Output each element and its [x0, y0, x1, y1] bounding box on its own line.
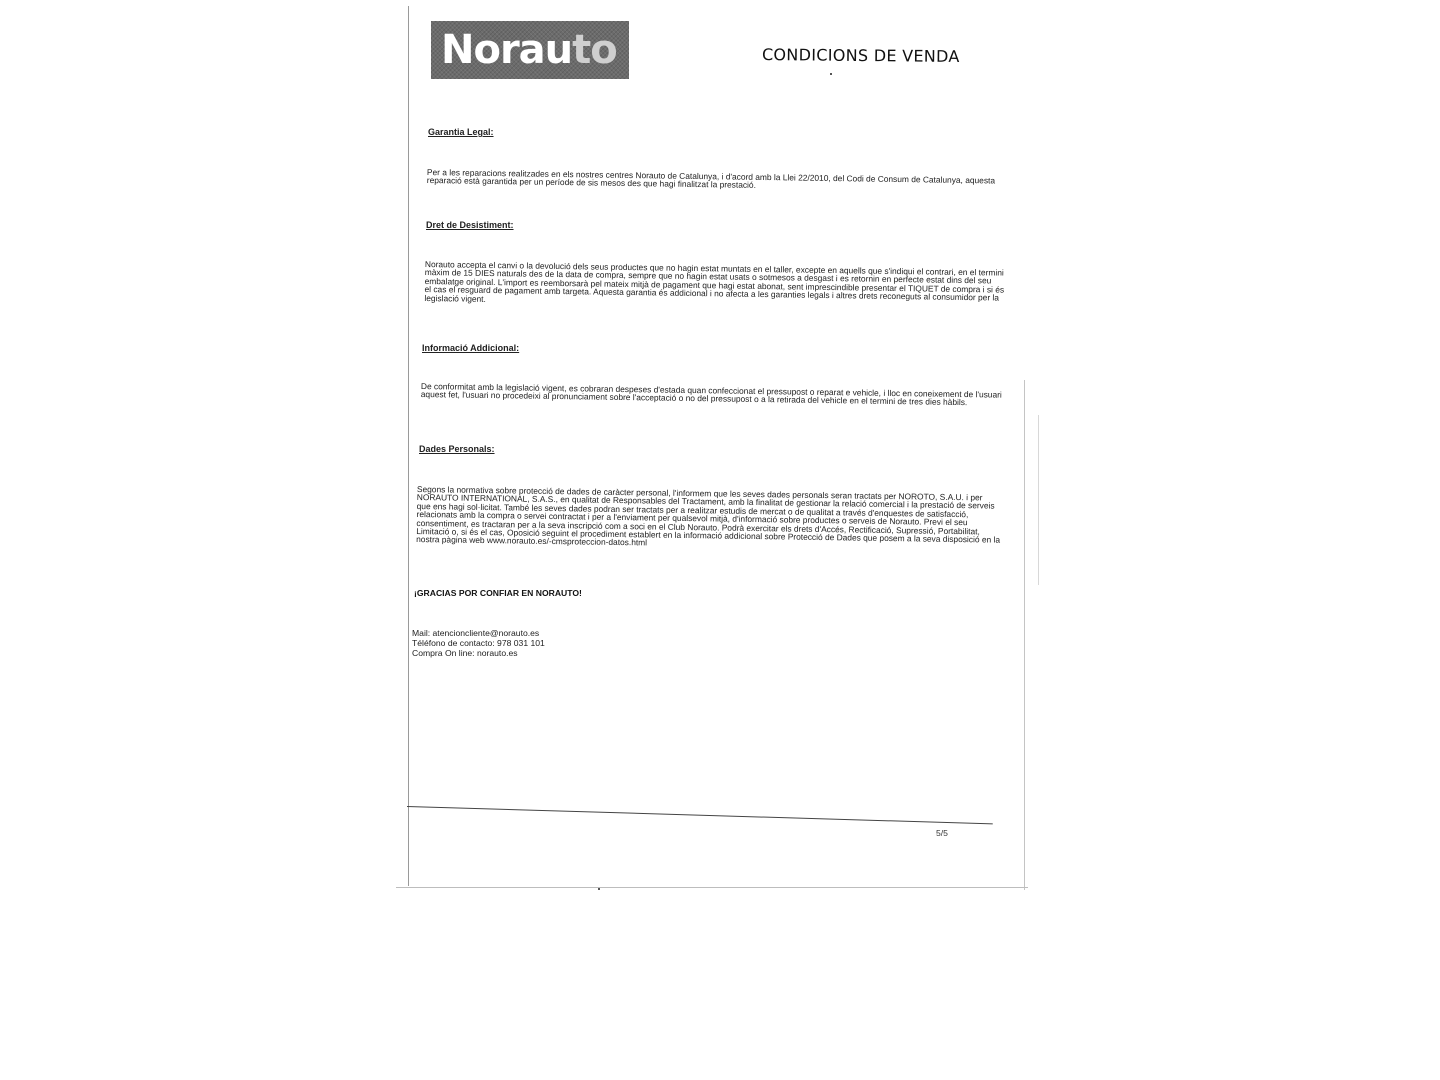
page-number: 5/5: [936, 828, 948, 838]
heading-dret-desistiment: Dret de Desistiment:: [426, 220, 514, 230]
paragraph-dades-personals: Segons la normativa sobre protecció de dades de caràcter personal, l'informem que les seves dades personals seran tractats per NOROTO, S.A.U. i per NORAUTO INTERNATIONAL, S.A.S., en qualitat de Responsables del Tractament, amb la finalitat de gestionar la relació comercial i la prestació de serveis que ens hagi sol·licitat. També les seves dades podran ser tractats per a realitzar estudis de mercat o de qualitat a través d'enquestes de satisfacció, relacionats amb la compra o servei contractat i per a l'enviament per qualsevol mitjà, d'informació sobre productes o serveis de Norauto. Previ el seu consentiment, es tractaran per a la seva inscripció com a soci en el Club Norauto. Podrà exercitar els drets d'Accés, Rectificació, Supressió, Portabilitat, Limitació o, si és el cas, Oposició seguint el procediment establert en la informació addicional sobre Protecció de Dades que posem a la seva disposició en la nostra pàgina web www.norauto.es/-cmsproteccion-datos.html: [416, 484, 1001, 548]
paragraph-informacio-addicional: De conformitat amb la legislació vigent, es cobraran despeses d'estada quan confeccionat el pressupost o reparat e vehicle, i lloc en coneixement de l'usuari aquest fet, l'usuari no procedeixi al pronunciament sobre l'acceptació o no del pressupost o a la retirada del vehicle en el termini de tres dies hàbils.: [420, 381, 1002, 408]
paragraph-dret-desistiment: Norauto accepta el canvi o la devolució dels seus productes que no hagin estat muntats en el taller, excepte en aquells que s'indiqui el contrari, en el termini màxim de 15 DIES naturals des de la data de compra, sempre que no hagin estat usats o sotmesos a desgast i es retornin en perfecte estat dins del seu embalatge original. L'import es reemborsarà pel mateix mitjà de pagament que hagi estat abonat, sent imprescindible presentar el TIQUET de compra i si és el cas el resguard de pagament amb targeta. Aquesta garantia és addicional i no afecta a les garanties legals i altres drets reconeguts al consumidor per la legislació vigent.: [424, 259, 1005, 304]
contact-phone: Téléfono de contacto: 978 031 101: [412, 638, 545, 648]
footer-divider: [407, 806, 993, 824]
contact-block: [412, 628, 545, 658]
paragraph-garantia-legal: Per a les reparacions realitzades en els nostres centres Norauto de Catalunya, i d'acord amb la Llei 22/2010, del Codi de Consum de Catalunya, aquesta reparació està garantida per un període de sis mesos des que hagi finalitzat la prestació.: [426, 167, 996, 191]
document-title: CONDICIONS DE VENDA: [761, 44, 960, 67]
scan-speck: [830, 73, 832, 75]
heading-informacio-addicional: Informació Addicional:: [422, 343, 520, 353]
scan-edge-left: [408, 6, 409, 886]
logo-wordmark: Norauto: [441, 27, 617, 73]
contact-online: Compra On line: norauto.es: [412, 648, 518, 658]
scan-speck: [598, 888, 600, 890]
heading-garantia-legal: Garantia Legal:: [428, 127, 494, 137]
thanks-message: ¡GRACIAS POR CONFIAR EN NORAUTO!: [414, 588, 582, 598]
heading-dades-personals: Dades Personals:: [419, 444, 495, 454]
norauto-logo: [431, 21, 629, 79]
scan-edge-right-faint: [1038, 415, 1039, 585]
scan-edge-bottom: [396, 887, 1028, 888]
scan-edge-right: [1024, 380, 1025, 890]
contact-mail: Mail: atencioncliente@norauto.es: [412, 628, 540, 638]
